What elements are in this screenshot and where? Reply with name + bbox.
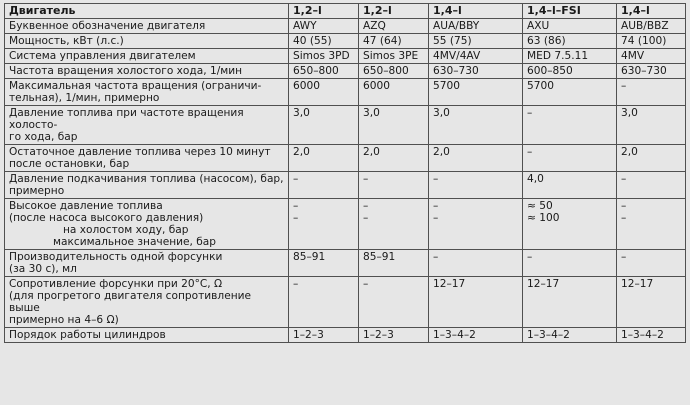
row-label-line: тельная), 1/мин, примерно: [9, 92, 160, 104]
cell: AXU: [523, 19, 617, 34]
cell: 600–850: [523, 64, 617, 79]
row-sublabel-max: максимальное значение, бар: [53, 236, 217, 248]
cell: 3,0: [359, 106, 429, 145]
row-label-line: Давление подкачивания топлива (насосом), бар,: [9, 173, 284, 185]
row-label-line: го хода, бар: [9, 131, 78, 143]
row-label: Мощность, кВт (л.с.): [5, 34, 289, 49]
table-row: [5, 79, 686, 106]
row-label: [5, 106, 289, 145]
table-row: [5, 172, 686, 199]
table-row: [5, 277, 686, 328]
row-label: Частота вращения холостого хода, 1/мин: [5, 64, 289, 79]
cell-line: –: [363, 200, 369, 212]
cell: 1–3–4–2: [523, 328, 617, 343]
cell: 1–2–3: [289, 328, 359, 343]
cell: 6000: [289, 79, 359, 106]
row-label-line: Давление топлива при частоте вращения холосто-: [9, 107, 244, 131]
table-row: [5, 145, 686, 172]
cell: –: [289, 172, 359, 199]
row-label-line: (за 30 с), мл: [9, 263, 77, 275]
row-label-line: (после насоса высокого давления): [9, 212, 204, 224]
cell: 1–3–4–2: [429, 328, 523, 343]
cell: 85–91: [359, 250, 429, 277]
table-row: [5, 34, 686, 49]
cell: 3,0: [617, 106, 686, 145]
cell: –: [359, 277, 429, 328]
cell: 5700: [523, 79, 617, 106]
cell: 5700: [429, 79, 523, 106]
cell: 3,0: [429, 106, 523, 145]
header-row: [5, 4, 686, 19]
cell: 4,0: [523, 172, 617, 199]
cell: 12–17: [617, 277, 686, 328]
row-label-line: Максимальная частота вращения (ограничи-: [9, 80, 262, 92]
cell: 40 (55): [289, 34, 359, 49]
header-engine-5: 1,4–l: [617, 4, 686, 19]
cell: –: [289, 277, 359, 328]
header-param: Двигатель: [5, 4, 289, 19]
cell: [523, 199, 617, 250]
cell-line: –: [293, 212, 299, 224]
cell: 63 (86): [523, 34, 617, 49]
engine-spec-table: [4, 3, 686, 343]
cell: –: [429, 250, 523, 277]
cell: 630–730: [617, 64, 686, 79]
cell-line: ≈ 50: [527, 200, 553, 212]
row-label: [5, 172, 289, 199]
row-sublabel-idle: на холостом ходу, бар: [63, 224, 189, 236]
cell: –: [523, 145, 617, 172]
cell: 2,0: [359, 145, 429, 172]
cell: –: [523, 106, 617, 145]
row-label-line: Производительность одной форсунки: [9, 251, 223, 263]
table-row: [5, 19, 686, 34]
table-row: [5, 49, 686, 64]
cell: 2,0: [289, 145, 359, 172]
row-label: [5, 277, 289, 328]
cell: 3,0: [289, 106, 359, 145]
table-row: [5, 199, 686, 250]
row-label: [5, 145, 289, 172]
cell-line: –: [293, 200, 299, 212]
cell: [289, 199, 359, 250]
cell-line: –: [621, 200, 627, 212]
cell: [617, 199, 686, 250]
cell: 4MV/4AV: [429, 49, 523, 64]
row-label-line: примерно на 4–6 Ω): [9, 314, 119, 326]
cell: 4MV: [617, 49, 686, 64]
cell: 74 (100): [617, 34, 686, 49]
cell: Simos 3PD: [289, 49, 359, 64]
cell: 85–91: [289, 250, 359, 277]
cell: –: [429, 172, 523, 199]
row-label-line: примерно: [9, 185, 65, 197]
cell: 55 (75): [429, 34, 523, 49]
row-label: Система управления двигателем: [5, 49, 289, 64]
cell: 12–17: [429, 277, 523, 328]
row-label: Порядок работы цилиндров: [5, 328, 289, 343]
header-engine-3: 1,4–l: [429, 4, 523, 19]
cell: 2,0: [617, 145, 686, 172]
cell: AUB/BBZ: [617, 19, 686, 34]
row-label: [5, 79, 289, 106]
cell: 650–800: [289, 64, 359, 79]
row-label-line: (для прогретого двигателя сопротивление выше: [9, 290, 252, 314]
cell: 47 (64): [359, 34, 429, 49]
cell: –: [359, 172, 429, 199]
row-label-line: Высокое давление топлива: [9, 200, 163, 212]
cell: [359, 199, 429, 250]
cell: –: [617, 79, 686, 106]
cell: MED 7.5.11: [523, 49, 617, 64]
row-label: [5, 250, 289, 277]
row-label: [5, 199, 289, 250]
cell-line: –: [433, 200, 439, 212]
cell: 12–17: [523, 277, 617, 328]
row-label: Буквенное обозначение двигателя: [5, 19, 289, 34]
table-row: [5, 106, 686, 145]
cell: –: [523, 250, 617, 277]
table-row: [5, 328, 686, 343]
table-row: [5, 64, 686, 79]
cell-line: –: [363, 212, 369, 224]
cell: 6000: [359, 79, 429, 106]
cell: 2,0: [429, 145, 523, 172]
row-label-line: после остановки, бар: [9, 158, 130, 170]
header-engine-2: 1,2–l: [359, 4, 429, 19]
cell: 1–3–4–2: [617, 328, 686, 343]
cell: 1–2–3: [359, 328, 429, 343]
cell: Simos 3PE: [359, 49, 429, 64]
table-row: [5, 250, 686, 277]
cell: [429, 199, 523, 250]
cell: –: [617, 172, 686, 199]
row-label-line: Сопротивление форсунки при 20°C, Ω: [9, 278, 223, 290]
cell-line: ≈ 100: [527, 212, 560, 224]
cell: AWY: [289, 19, 359, 34]
cell-line: –: [621, 212, 627, 224]
cell: 630–730: [429, 64, 523, 79]
cell: AZQ: [359, 19, 429, 34]
cell-line: –: [433, 212, 439, 224]
cell: 650–800: [359, 64, 429, 79]
row-label-line: Остаточное давление топлива через 10 минут: [9, 146, 271, 158]
header-engine-1: 1,2–l: [289, 4, 359, 19]
cell: AUA/BBY: [429, 19, 523, 34]
cell: –: [617, 250, 686, 277]
header-engine-4: 1,4–l–FSI: [523, 4, 617, 19]
